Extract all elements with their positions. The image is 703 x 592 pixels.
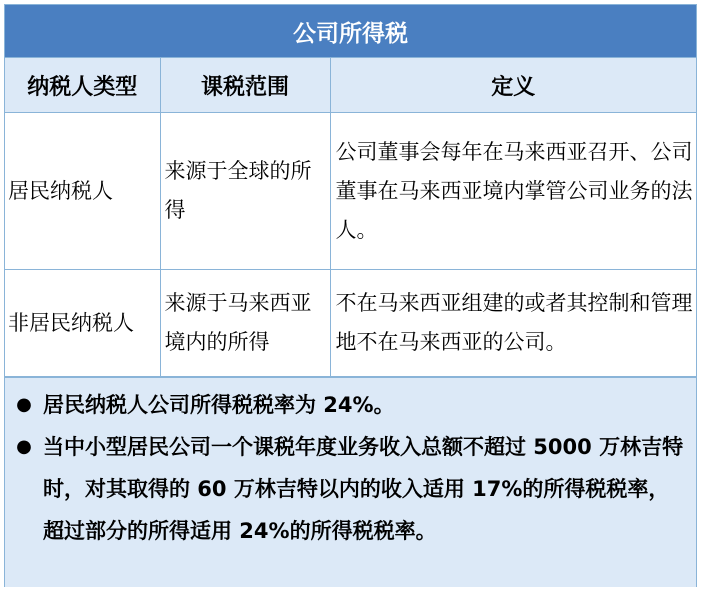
bullet-icon: ● xyxy=(16,394,32,415)
panel-title: 公司所得税 xyxy=(5,5,696,58)
header-definition: 定义 xyxy=(330,58,696,113)
cell-definition: 公司董事会每年在马来西亚召开、公司董事在马来西亚境内掌管公司业务的法人。 xyxy=(330,113,696,270)
header-tax-scope: 课税范围 xyxy=(160,58,330,113)
cell-definition: 不在马来西亚组建的或者其控制和管理地不在马来西亚的公司。 xyxy=(330,270,696,377)
list-item xyxy=(5,384,696,426)
cell-tax-scope: 来源于马来西亚境内的所得 xyxy=(160,270,330,377)
tax-table xyxy=(5,58,696,377)
cell-taxpayer-type: 非居民纳税人 xyxy=(5,270,160,377)
note-text: 居民纳税人公司所得税税率为 24%。 xyxy=(43,393,395,417)
table-row xyxy=(5,113,696,270)
list-item xyxy=(5,426,696,552)
cell-tax-scope: 来源于全球的所得 xyxy=(160,113,330,270)
table-header-row xyxy=(5,58,696,113)
note-text: 当中小型居民公司一个课税年度业务收入总额不超过 5000 万林吉特时，对其取得的 60 万林吉特以内的收入适用 17%的所得税税率，超过部分的所得适用 24%的所得税税率。 xyxy=(43,435,684,543)
tax-info-panel xyxy=(4,4,697,587)
bullet-icon: ● xyxy=(16,436,32,457)
notes-section xyxy=(5,377,696,587)
cell-taxpayer-type: 居民纳税人 xyxy=(5,113,160,270)
table-row xyxy=(5,270,696,377)
header-taxpayer-type: 纳税人类型 xyxy=(5,58,160,113)
